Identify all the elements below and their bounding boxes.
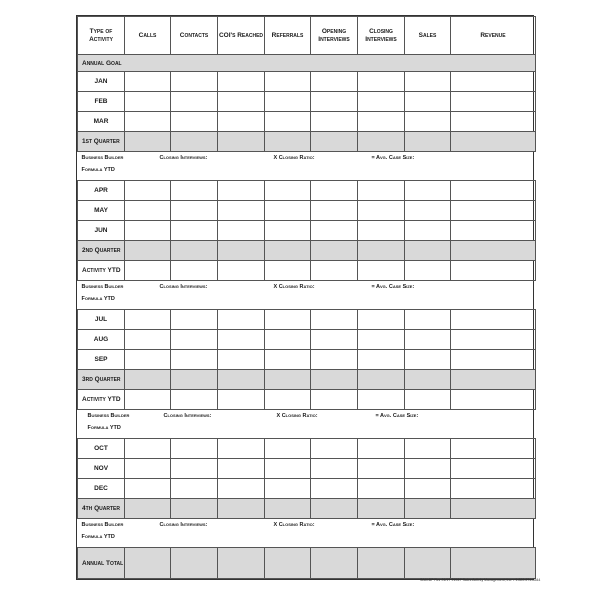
entry-cell[interactable]	[358, 241, 405, 261]
entry-cell[interactable]	[218, 439, 265, 459]
entry-cell[interactable]	[125, 112, 171, 132]
entry-cell[interactable]	[311, 350, 358, 370]
entry-cell[interactable]	[265, 499, 311, 519]
entry-cell[interactable]	[125, 390, 171, 410]
entry-cell[interactable]	[265, 261, 311, 281]
bb-case: = Avg. Case Size:	[371, 522, 415, 528]
entry-cell[interactable]	[265, 181, 311, 201]
bb-line1: Business Builder	[87, 413, 130, 419]
entry-cell[interactable]	[125, 241, 171, 261]
business-builder-row-3	[78, 410, 536, 439]
bb-line2: Formula YTD	[81, 534, 115, 540]
quarter-label: 3rd Quarter	[78, 370, 125, 390]
entry-cell[interactable]	[358, 330, 405, 350]
bb-line2: Formula YTD	[87, 425, 121, 431]
entry-cell[interactable]	[405, 479, 451, 499]
business-builder-cell	[78, 152, 536, 181]
entry-cell[interactable]	[125, 92, 171, 112]
entry-cell[interactable]	[125, 330, 171, 350]
entry-cell[interactable]	[265, 132, 311, 152]
bb-ratio: X Closing Ratio:	[276, 413, 318, 419]
entry-cell[interactable]	[358, 439, 405, 459]
entry-cell[interactable]	[451, 310, 536, 330]
activity-ytd-label: Activity YTD	[78, 261, 125, 281]
entry-cell[interactable]	[218, 132, 265, 152]
entry-cell[interactable]	[265, 439, 311, 459]
entry-cell[interactable]	[451, 241, 536, 261]
entry-cell[interactable]	[171, 261, 218, 281]
header-referrals: Referrals	[265, 17, 311, 55]
entry-cell[interactable]	[358, 370, 405, 390]
entry-cell[interactable]	[451, 479, 536, 499]
month-label: JUN	[78, 221, 125, 241]
entry-cell[interactable]	[125, 350, 171, 370]
entry-cell[interactable]	[265, 92, 311, 112]
entry-cell[interactable]	[311, 132, 358, 152]
entry-cell[interactable]	[171, 459, 218, 479]
entry-cell[interactable]	[358, 310, 405, 330]
entry-cell[interactable]	[265, 330, 311, 350]
month-row-may	[78, 201, 536, 221]
entry-cell[interactable]	[125, 181, 171, 201]
quarter-row-1	[78, 132, 536, 152]
bb-closing: Closing Interviews:	[159, 522, 208, 528]
bb-case: = Avg. Case Size:	[371, 284, 415, 290]
entry-cell[interactable]	[265, 72, 311, 92]
entry-cell[interactable]	[171, 112, 218, 132]
entry-cell[interactable]	[171, 439, 218, 459]
business-builder-row-2	[78, 281, 536, 310]
entry-cell[interactable]	[265, 548, 311, 579]
month-row-jul	[78, 310, 536, 330]
entry-cell[interactable]	[311, 72, 358, 92]
entry-cell[interactable]	[358, 459, 405, 479]
entry-cell[interactable]	[405, 241, 451, 261]
month-row-sep	[78, 350, 536, 370]
entry-cell[interactable]	[451, 221, 536, 241]
entry-cell[interactable]	[218, 221, 265, 241]
quarter-row-3	[78, 370, 536, 390]
entry-cell[interactable]	[451, 112, 536, 132]
entry-cell[interactable]	[218, 72, 265, 92]
activity-ytd-label: Activity YTD	[78, 390, 125, 410]
entry-cell[interactable]	[451, 330, 536, 350]
entry-cell[interactable]	[311, 310, 358, 330]
entry-cell[interactable]	[358, 72, 405, 92]
header-type-of-activity: Type of Activity	[78, 17, 125, 55]
bb-ratio: X Closing Ratio:	[273, 155, 315, 161]
entry-cell[interactable]	[451, 181, 536, 201]
entry-cell[interactable]	[171, 310, 218, 330]
entry-cell[interactable]	[358, 390, 405, 410]
entry-cell[interactable]	[171, 201, 218, 221]
entry-cell[interactable]	[405, 350, 451, 370]
entry-cell[interactable]	[125, 310, 171, 330]
entry-cell[interactable]	[451, 72, 536, 92]
entry-cell[interactable]	[451, 201, 536, 221]
entry-cell[interactable]	[265, 459, 311, 479]
entry-cell[interactable]	[405, 92, 451, 112]
annual-total-label: Annual Total	[78, 548, 125, 579]
bb-closing: Closing Interviews:	[159, 284, 208, 290]
bb-line1: Business Builder	[81, 522, 124, 528]
entry-cell[interactable]	[311, 439, 358, 459]
header-row	[78, 17, 536, 55]
entry-cell[interactable]	[218, 499, 265, 519]
entry-cell[interactable]	[171, 350, 218, 370]
entry-cell[interactable]	[218, 241, 265, 261]
entry-cell[interactable]	[171, 92, 218, 112]
entry-cell[interactable]	[218, 181, 265, 201]
header-sales: Sales	[405, 17, 451, 55]
month-label: MAY	[78, 201, 125, 221]
entry-cell[interactable]	[311, 548, 358, 579]
entry-cell[interactable]	[311, 92, 358, 112]
month-row-apr	[78, 181, 536, 201]
entry-cell[interactable]	[265, 221, 311, 241]
entry-cell[interactable]	[405, 112, 451, 132]
entry-cell[interactable]	[451, 439, 536, 459]
entry-cell[interactable]	[218, 261, 265, 281]
bb-line2: Formula YTD	[81, 167, 115, 173]
entry-cell[interactable]	[358, 350, 405, 370]
bb-case: = Avg. Case Size:	[375, 413, 419, 419]
entry-cell[interactable]	[451, 548, 536, 579]
business-builder-cell	[78, 519, 536, 548]
activity-ytd-row-3	[78, 390, 536, 410]
quarter-row-4	[78, 499, 536, 519]
entry-cell[interactable]	[358, 132, 405, 152]
month-row-feb	[78, 92, 536, 112]
quarter-label: 1st Quarter	[78, 132, 125, 152]
entry-cell[interactable]	[125, 548, 171, 579]
entry-cell[interactable]	[451, 92, 536, 112]
entry-cell[interactable]	[265, 310, 311, 330]
header-revenue: Revenue	[451, 17, 536, 55]
entry-cell[interactable]	[405, 330, 451, 350]
entry-cell[interactable]	[218, 92, 265, 112]
month-label: AUG	[78, 330, 125, 350]
entry-cell[interactable]	[358, 92, 405, 112]
entry-cell[interactable]	[451, 459, 536, 479]
entry-cell[interactable]	[171, 181, 218, 201]
business-builder-cell	[78, 410, 536, 439]
entry-cell[interactable]	[171, 241, 218, 261]
entry-cell[interactable]	[218, 112, 265, 132]
entry-cell[interactable]	[218, 459, 265, 479]
entry-cell[interactable]	[451, 499, 536, 519]
entry-cell[interactable]	[125, 132, 171, 152]
entry-cell[interactable]	[218, 548, 265, 579]
month-label: APR	[78, 181, 125, 201]
entry-cell[interactable]	[405, 310, 451, 330]
month-label: DEC	[78, 479, 125, 499]
entry-cell[interactable]	[265, 390, 311, 410]
entry-cell[interactable]	[358, 201, 405, 221]
entry-cell[interactable]	[311, 479, 358, 499]
header-contacts: Contacts	[171, 17, 218, 55]
entry-cell[interactable]	[265, 479, 311, 499]
entry-cell[interactable]	[125, 499, 171, 519]
entry-cell[interactable]	[311, 390, 358, 410]
entry-cell[interactable]	[405, 499, 451, 519]
entry-cell[interactable]	[171, 499, 218, 519]
bb-line1: Business Builder	[81, 155, 124, 161]
entry-cell[interactable]	[265, 112, 311, 132]
entry-cell[interactable]	[171, 330, 218, 350]
entry-cell[interactable]	[311, 241, 358, 261]
header-closing-interviews: Closing Interviews	[358, 17, 405, 55]
month-row-oct	[78, 439, 536, 459]
business-builder-row-4	[78, 519, 536, 548]
entry-cell[interactable]	[171, 132, 218, 152]
activity-table	[77, 16, 536, 579]
entry-cell[interactable]	[358, 112, 405, 132]
entry-cell[interactable]	[171, 72, 218, 92]
month-label: OCT	[78, 439, 125, 459]
entry-cell[interactable]	[451, 261, 536, 281]
quarter-row-2	[78, 241, 536, 261]
entry-cell[interactable]	[311, 459, 358, 479]
entry-cell[interactable]	[311, 330, 358, 350]
header-cois-reached: COI's Reached	[218, 17, 265, 55]
entry-cell[interactable]	[405, 221, 451, 241]
bb-ratio: X Closing Ratio:	[273, 522, 315, 528]
entry-cell[interactable]	[451, 350, 536, 370]
business-builder-cell	[78, 281, 536, 310]
entry-cell[interactable]	[125, 459, 171, 479]
entry-cell[interactable]	[125, 261, 171, 281]
entry-cell[interactable]	[405, 181, 451, 201]
month-row-jan	[78, 72, 536, 92]
header-opening-interviews: Opening Interviews	[311, 17, 358, 55]
month-row-jun	[78, 221, 536, 241]
month-label: JAN	[78, 72, 125, 92]
entry-cell[interactable]	[125, 439, 171, 459]
entry-cell[interactable]	[405, 390, 451, 410]
entry-cell[interactable]	[265, 201, 311, 221]
month-label: NOV	[78, 459, 125, 479]
entry-cell[interactable]	[405, 459, 451, 479]
entry-cell[interactable]	[171, 479, 218, 499]
entry-cell[interactable]	[311, 221, 358, 241]
entry-cell[interactable]	[218, 390, 265, 410]
entry-cell[interactable]	[171, 390, 218, 410]
entry-cell[interactable]	[171, 548, 218, 579]
entry-cell[interactable]	[311, 499, 358, 519]
month-row-nov	[78, 459, 536, 479]
entry-cell[interactable]	[405, 261, 451, 281]
copyright-footer: SAM-BP Rev 01/17 ©2017 Sales Activity Management, Inc. • 1-800-274-8544	[420, 578, 541, 582]
annual-total-row	[78, 548, 536, 579]
entry-cell[interactable]	[311, 112, 358, 132]
entry-cell[interactable]	[218, 310, 265, 330]
entry-cell[interactable]	[218, 479, 265, 499]
entry-cell[interactable]	[125, 221, 171, 241]
bb-line1: Business Builder	[81, 284, 124, 290]
entry-cell[interactable]	[311, 201, 358, 221]
entry-cell[interactable]	[125, 370, 171, 390]
annual-goal-row	[78, 55, 536, 72]
entry-cell[interactable]	[265, 350, 311, 370]
entry-cell[interactable]	[405, 132, 451, 152]
entry-cell[interactable]	[405, 201, 451, 221]
business-builder-row-1	[78, 152, 536, 181]
month-row-dec	[78, 479, 536, 499]
entry-cell[interactable]	[358, 499, 405, 519]
entry-cell[interactable]	[265, 241, 311, 261]
header-calls: Calls	[125, 17, 171, 55]
month-row-aug	[78, 330, 536, 350]
annual-goal-label: Annual Goal	[78, 55, 536, 72]
entry-cell[interactable]	[358, 181, 405, 201]
entry-cell[interactable]	[405, 439, 451, 459]
entry-cell[interactable]	[171, 221, 218, 241]
entry-cell[interactable]	[125, 201, 171, 221]
bb-closing: Closing Interviews:	[163, 413, 212, 419]
entry-cell[interactable]	[451, 390, 536, 410]
entry-cell[interactable]	[405, 370, 451, 390]
entry-cell[interactable]	[218, 201, 265, 221]
entry-cell[interactable]	[265, 370, 311, 390]
month-label: MAR	[78, 112, 125, 132]
entry-cell[interactable]	[358, 221, 405, 241]
month-label: SEP	[78, 350, 125, 370]
entry-cell[interactable]	[125, 72, 171, 92]
bb-case: = Avg. Case Size:	[371, 155, 415, 161]
entry-cell[interactable]	[358, 548, 405, 579]
activity-tracking-sheet	[76, 15, 534, 580]
quarter-label: 2nd Quarter	[78, 241, 125, 261]
entry-cell[interactable]	[358, 479, 405, 499]
bb-closing: Closing Interviews:	[159, 155, 208, 161]
entry-cell[interactable]	[218, 370, 265, 390]
bb-ratio: X Closing Ratio:	[273, 284, 315, 290]
bb-line2: Formula YTD	[81, 296, 115, 302]
month-label: JUL	[78, 310, 125, 330]
month-label: FEB	[78, 92, 125, 112]
entry-cell[interactable]	[405, 72, 451, 92]
month-row-mar	[78, 112, 536, 132]
entry-cell[interactable]	[451, 132, 536, 152]
entry-cell[interactable]	[171, 370, 218, 390]
entry-cell[interactable]	[125, 479, 171, 499]
quarter-label: 4th Quarter	[78, 499, 125, 519]
entry-cell[interactable]	[451, 370, 536, 390]
entry-cell[interactable]	[358, 261, 405, 281]
entry-cell[interactable]	[311, 370, 358, 390]
entry-cell[interactable]	[218, 350, 265, 370]
activity-ytd-row-2	[78, 261, 536, 281]
entry-cell[interactable]	[405, 548, 451, 579]
entry-cell[interactable]	[311, 261, 358, 281]
entry-cell[interactable]	[218, 330, 265, 350]
entry-cell[interactable]	[311, 181, 358, 201]
